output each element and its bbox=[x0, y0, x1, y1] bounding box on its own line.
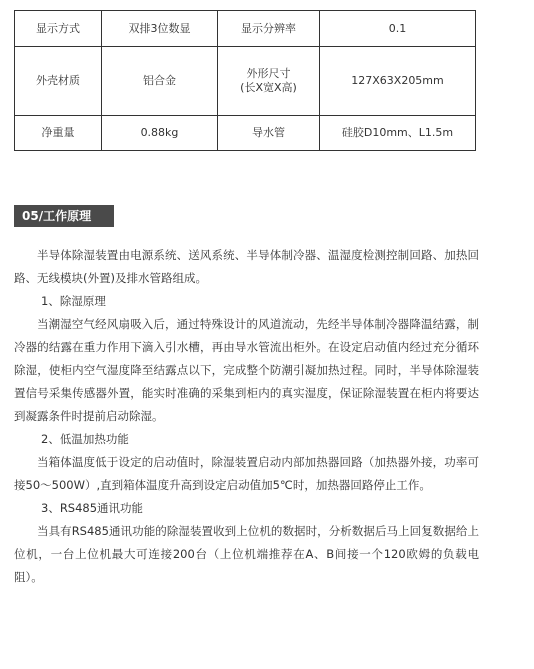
paragraph-heating: 当箱体温度低于设定的启动值时，除湿装置启动内部加热器回路（加热器外接，功率可接50～500W）,直到箱体温度升高到设定启动值加5℃时，加热器回路停止工作。 bbox=[14, 455, 479, 492]
paragraph-dehumidify: 当潮湿空气经风扇吸入后，通过特殊设计的风道流动，先经半导体制冷器降温结露，制冷器的结露在重力作用下滴入引水槽，再由导水管流出柜外。在设定启动值内经过充分循环除湿，使柜内空气湿度降至结露点以下，完成整个防潮引凝加热过程。同时，半导体除湿装置信号采集传感器外置，能实时准确的采集到柜内的真实湿度，保证除湿装置在柜内将要达到凝露条件时提前启动除湿。 bbox=[14, 317, 479, 423]
working-principle-content bbox=[14, 244, 479, 589]
spec-label-dimensions-line2: (长X宽X高) bbox=[240, 81, 297, 94]
paragraph-rs485: 当具有RS485通讯功能的除湿装置收到上位机的数据时，分析数据后马上回复数据给上位机，一台上位机最大可连接200台（上位机端推荐在A、B间接一个120欧姆的负载电阻）。 bbox=[14, 524, 479, 584]
spec-table bbox=[14, 10, 476, 151]
subheading-heating: 2、低温加热功能 bbox=[41, 432, 129, 446]
table-row bbox=[15, 47, 476, 116]
intro-paragraph: 半导体除湿装置由电源系统、送风系统、半导体制冷器、温湿度检测控制回路、加热回路、无线模块(外置)及排水管路组成。 bbox=[14, 248, 479, 285]
section-title: 05/工作原理 bbox=[14, 205, 114, 227]
spec-value-net-weight: 0.88kg bbox=[102, 116, 218, 151]
spec-label-display-mode: 显示方式 bbox=[15, 11, 102, 47]
spec-value-housing-material: 铝合金 bbox=[102, 47, 218, 116]
table-row bbox=[15, 116, 476, 151]
spec-value-dimensions: 127X63X205mm bbox=[320, 47, 476, 116]
spec-value-display-mode: 双排3位数显 bbox=[102, 11, 218, 47]
spec-label-dimensions-line1: 外形尺寸 bbox=[246, 67, 291, 80]
table-row bbox=[15, 11, 476, 47]
spec-label-housing-material: 外壳材质 bbox=[15, 47, 102, 116]
spec-value-drain-pipe: 硅胶D10mm、L1.5m bbox=[320, 116, 476, 151]
subheading-rs485: 3、RS485通讯功能 bbox=[41, 501, 144, 515]
subheading-dehumidify: 1、除湿原理 bbox=[41, 294, 106, 308]
spec-label-net-weight: 净重量 bbox=[15, 116, 102, 151]
spec-label-drain-pipe: 导水管 bbox=[218, 116, 320, 151]
spec-label-resolution: 显示分辨率 bbox=[218, 11, 320, 47]
spec-label-dimensions bbox=[218, 47, 320, 116]
spec-value-resolution: 0.1 bbox=[320, 11, 476, 47]
